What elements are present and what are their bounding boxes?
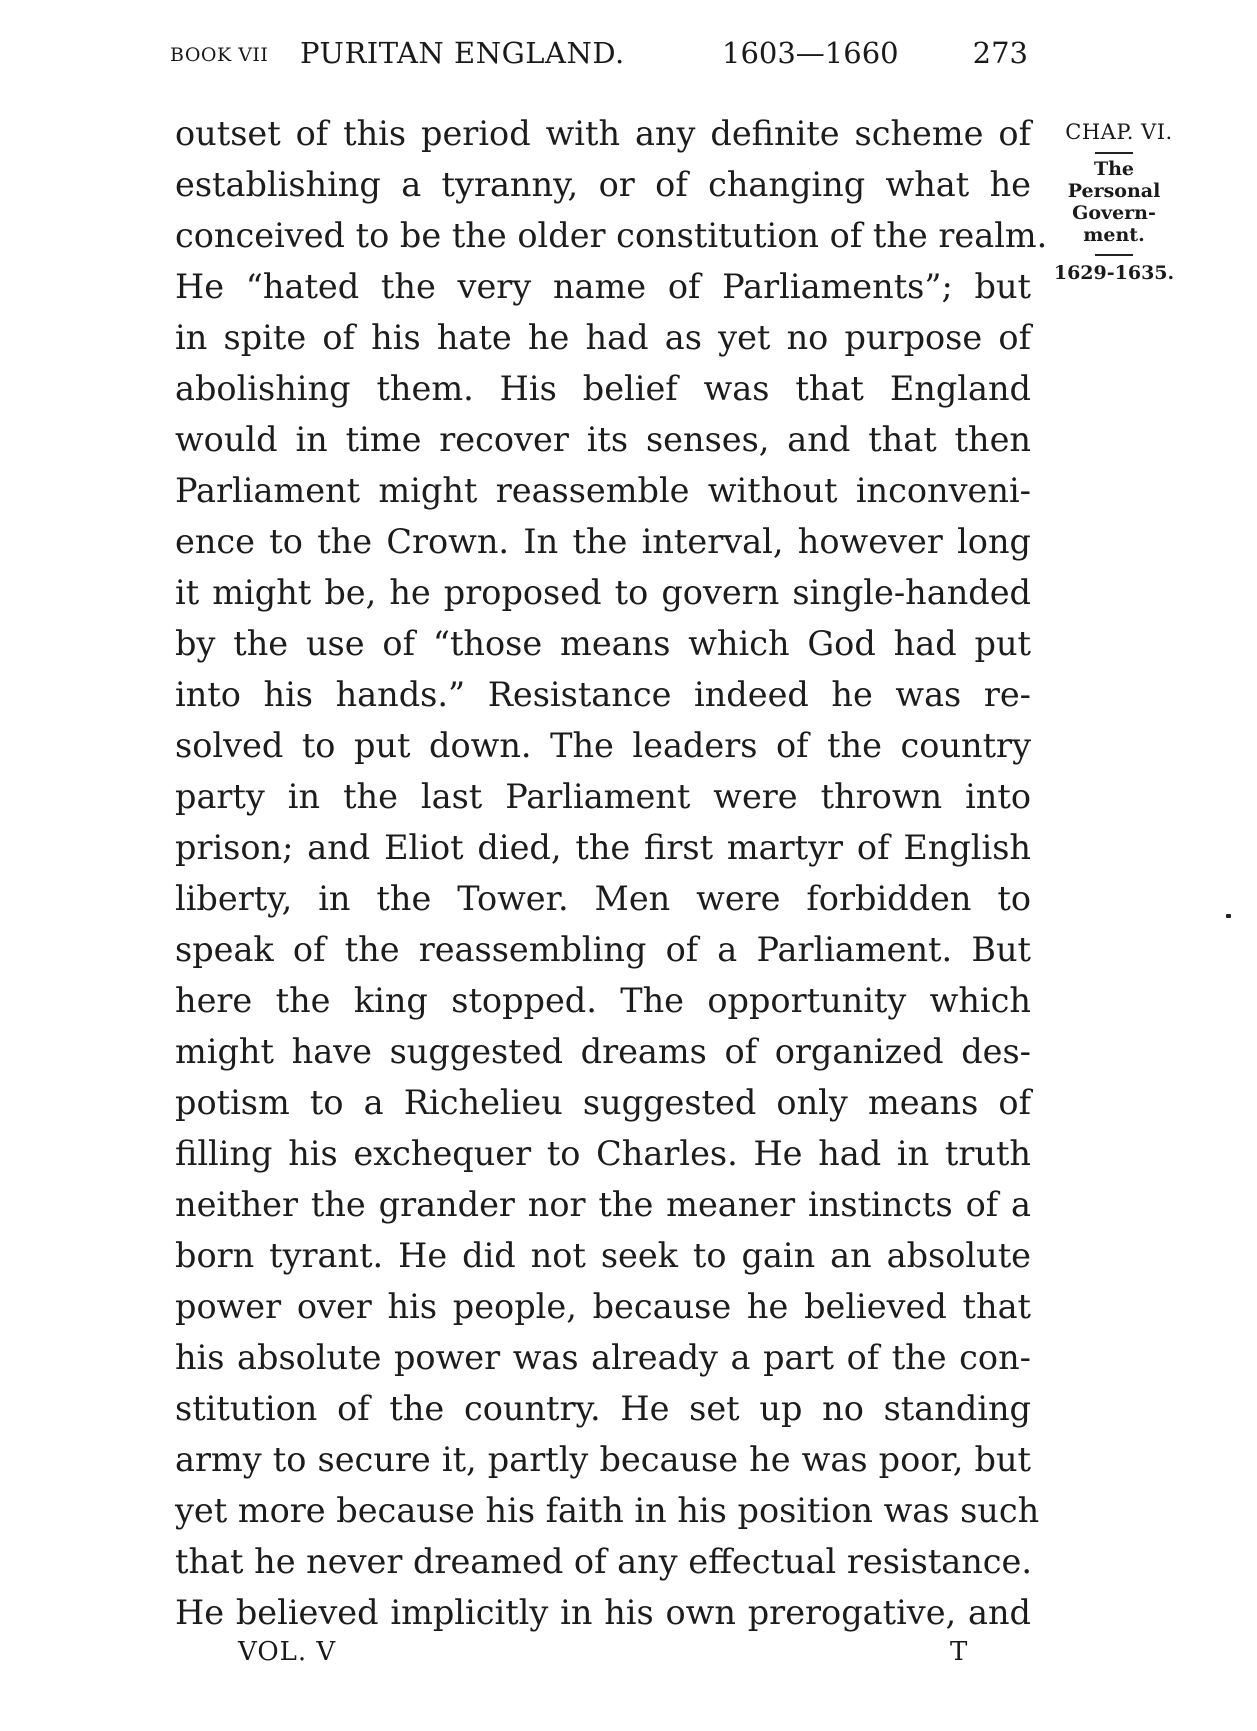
running-head-book: BOOK VII — [170, 44, 269, 66]
text-line: stitution of the country. He set up no standing — [175, 1389, 1031, 1428]
text-line: conceived to be the older constitution of the realm. — [175, 216, 1048, 255]
margin-note — [1044, 120, 1184, 284]
body-text — [175, 108, 1048, 1638]
text-line: into his hands.” Resistance indeed he was re- — [175, 675, 1031, 714]
running-head-dates: 1603—1660 — [722, 36, 899, 70]
text-line: prison; and Eliot died, the first martyr of English — [175, 828, 1031, 867]
text-line: party in the last Parliament were thrown into — [175, 777, 1031, 816]
text-line: born tyrant. He did not seek to gain an absolute — [175, 1236, 1031, 1275]
text-line: here the king stopped. The opportunity which — [175, 981, 1031, 1020]
text-line: power over his people, because he believed that — [175, 1287, 1031, 1326]
text-line: yet more because his faith in his position was such — [175, 1491, 1040, 1530]
text-line: filling his exchequer to Charles. He had in truth — [175, 1134, 1031, 1173]
text-line: liberty, in the Tower. Men were forbidden to — [175, 879, 1031, 918]
margin-note-rule — [1095, 254, 1133, 256]
text-line: might have suggested dreams of organized des- — [175, 1032, 1031, 1071]
margin-note-chapter: CHAP. VI. — [1065, 120, 1173, 144]
margin-note-years: 1629-1635. — [1053, 262, 1175, 284]
text-line: his absolute power was already a part of the con- — [175, 1338, 1031, 1377]
text-line: ence to the Crown. In the interval, however long — [175, 522, 1031, 561]
text-line: establishing a tyranny, or of changing what he — [175, 165, 1031, 204]
page-footer — [0, 1637, 1257, 1677]
text-line: that he never dreamed of any effectual resistance. — [175, 1542, 1033, 1581]
text-line: would in time recover its senses, and that then — [175, 420, 1031, 459]
running-head — [170, 36, 1028, 80]
text-line: it might be, he proposed to govern single-handed — [175, 573, 1031, 612]
text-line: Parliament might reassemble without inconveni- — [175, 471, 1031, 510]
text-line: solved to put down. The leaders of the country — [175, 726, 1031, 765]
text-line: He “hated the very name of Parliaments”; but — [175, 267, 1031, 306]
margin-note-topic-line: Personal — [1067, 180, 1161, 202]
text-line: potism to a Richelieu suggested only means of — [175, 1083, 1031, 1122]
text-line: outset of this period with any definite scheme of — [175, 114, 1031, 153]
margin-note-topic-line: Govern- — [1072, 202, 1156, 224]
text-line: abolishing them. His belief was that England — [175, 369, 1031, 408]
print-speck — [1226, 914, 1231, 918]
margin-note-rule — [1095, 152, 1133, 154]
margin-note-topic-line: The — [1093, 158, 1135, 180]
text-line: army to secure it, partly because he was poor, but — [175, 1440, 1031, 1479]
footer-signature-mark: T — [950, 1637, 968, 1667]
text-line: in spite of his hate he had as yet no purpose of — [175, 318, 1031, 357]
text-line: by the use of “those means which God had put — [175, 624, 1031, 663]
footer-volume: VOL. V — [238, 1637, 337, 1667]
running-head-title: PURITAN ENGLAND. — [300, 36, 625, 70]
text-line: neither the grander nor the meaner instincts of a — [175, 1185, 1031, 1224]
page-number: 273 — [972, 36, 1028, 70]
text-line: He believed implicitly in his own prerogative, and — [175, 1593, 1031, 1632]
margin-note-topic-line: ment. — [1083, 224, 1145, 246]
text-line: speak of the reassembling of a Parliament. But — [175, 930, 1031, 969]
